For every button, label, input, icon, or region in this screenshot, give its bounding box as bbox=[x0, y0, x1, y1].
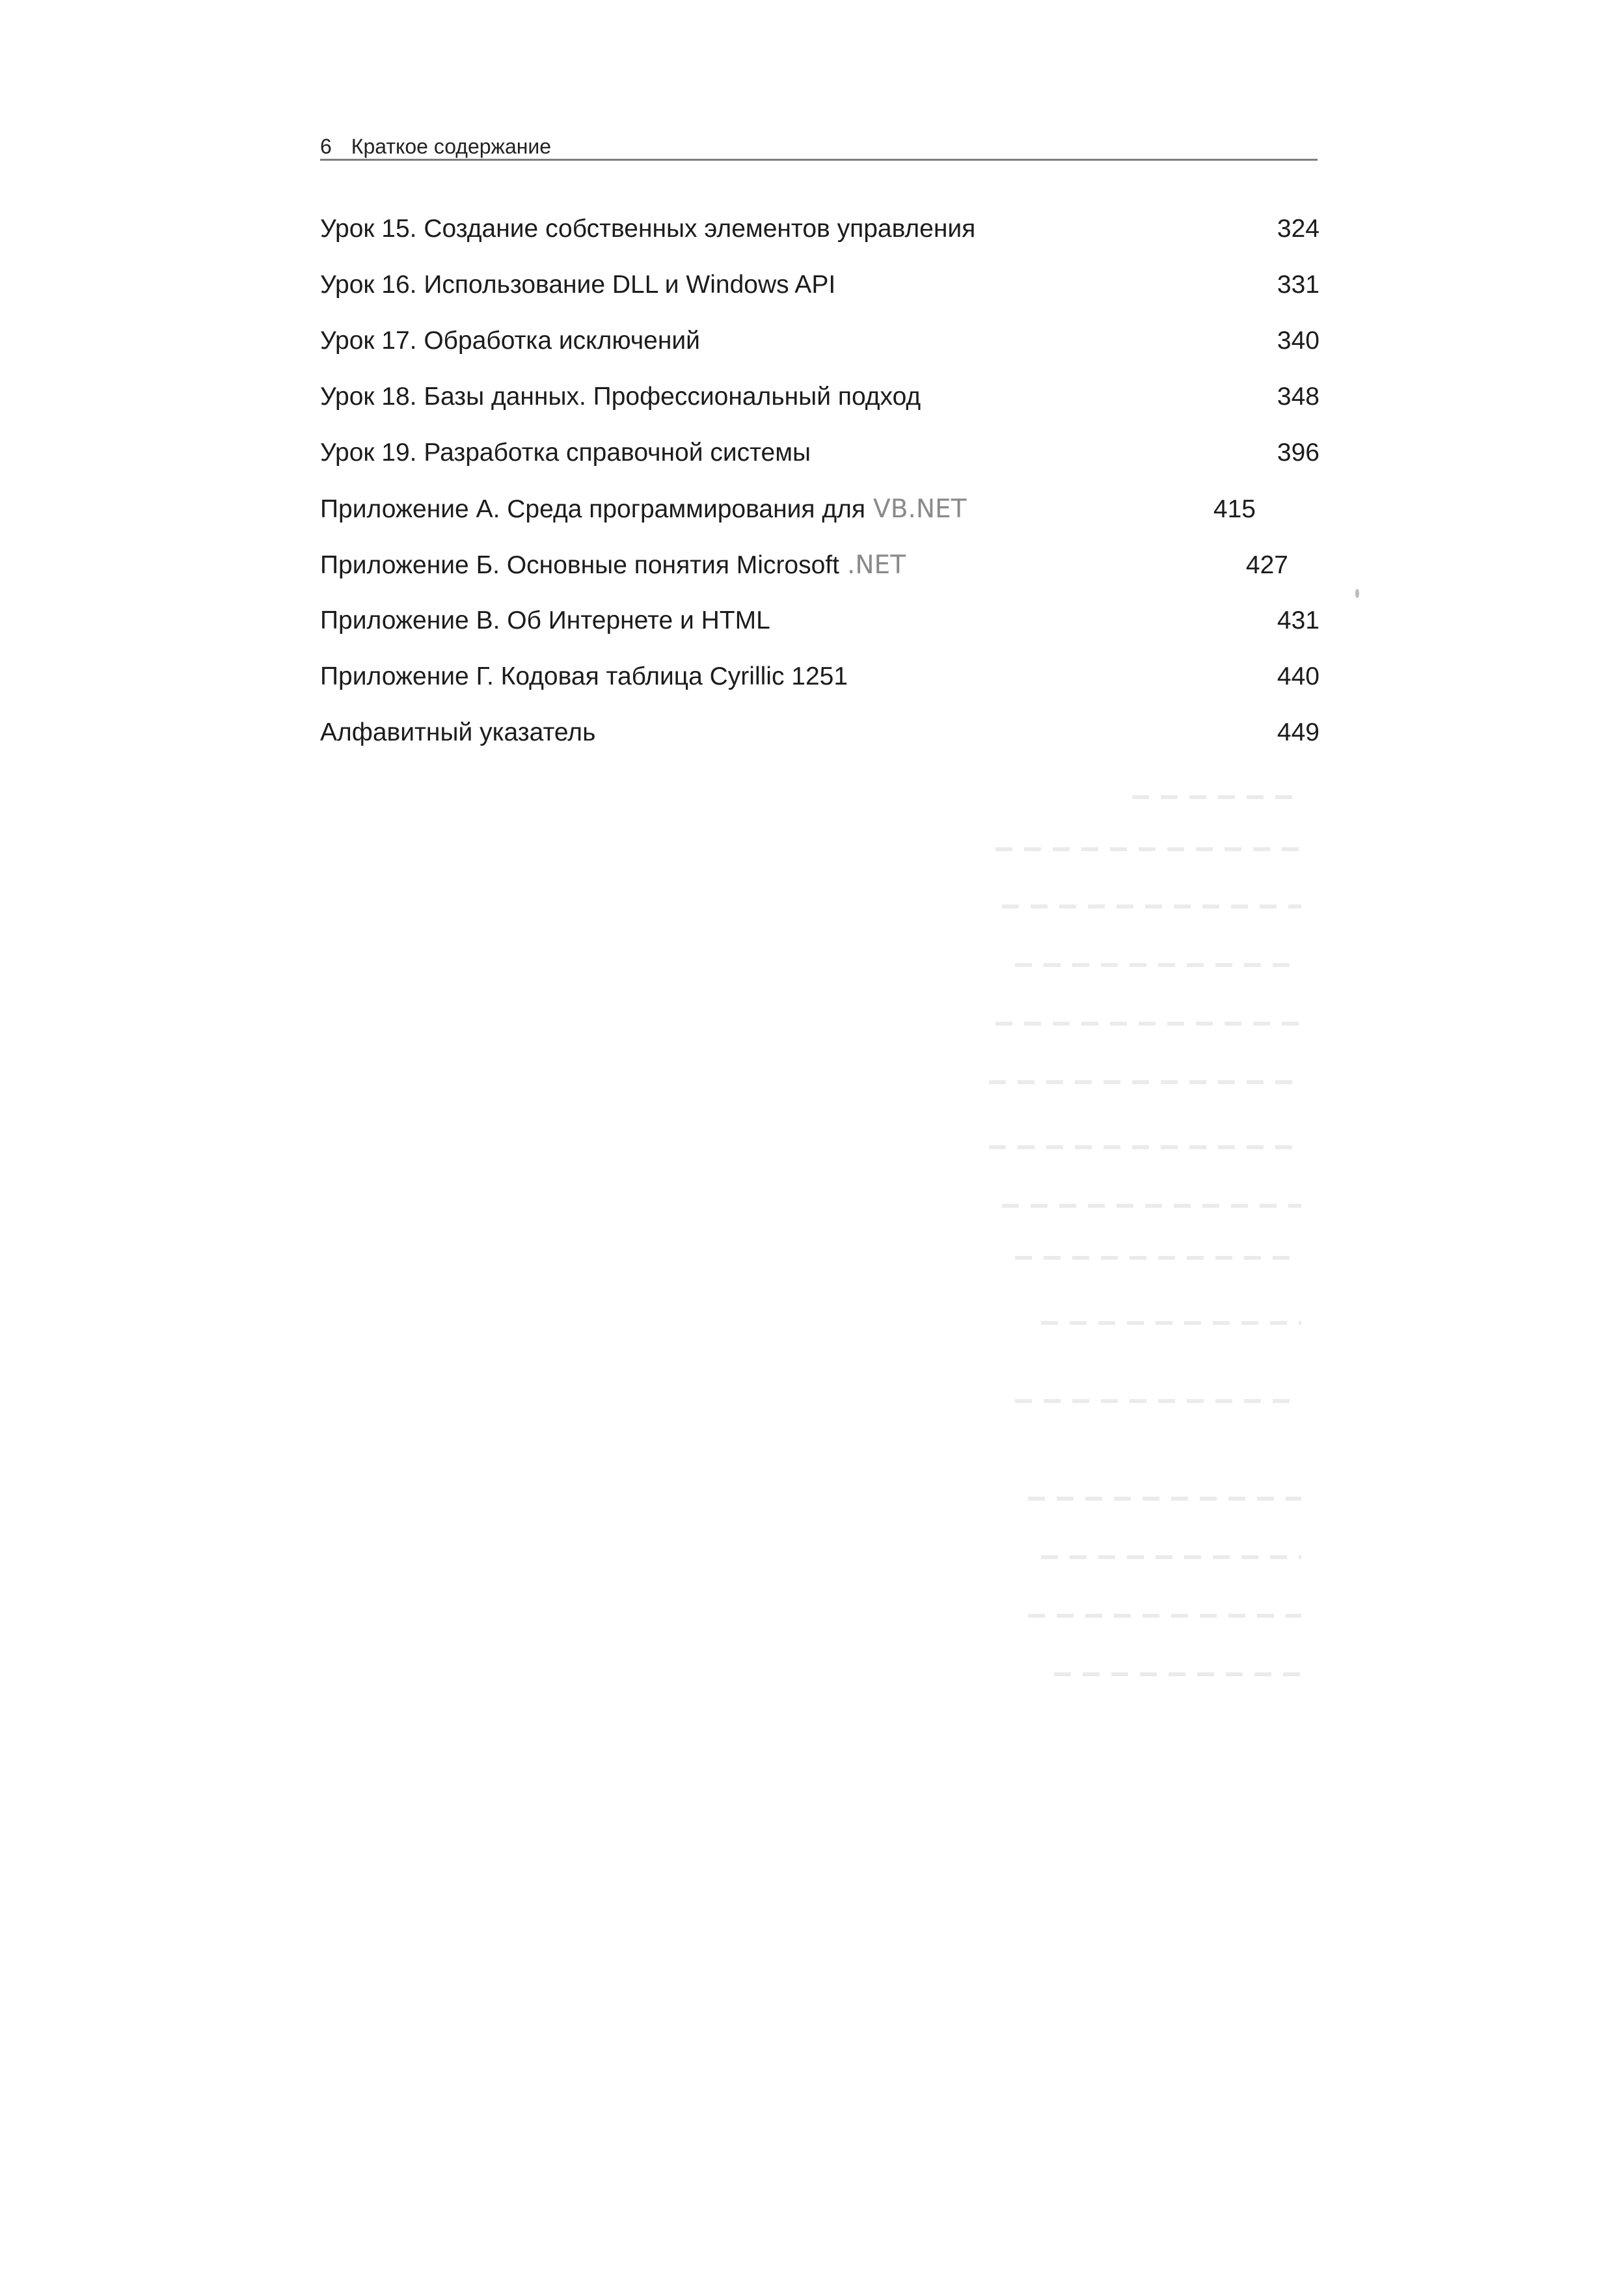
toc-entry-page: 331 bbox=[1277, 271, 1320, 299]
show-through-line bbox=[1028, 1497, 1301, 1501]
toc-entry-label: Приложение А. Среда программирования для bbox=[320, 495, 866, 523]
dot-leader bbox=[912, 570, 1239, 571]
show-through-line bbox=[1015, 1399, 1301, 1403]
paper-speck bbox=[1355, 589, 1359, 598]
toc-entry-page: 340 bbox=[1277, 327, 1320, 355]
show-through-line bbox=[995, 847, 1301, 851]
toc-entry-label: Приложение В. Об Интернете и HTML bbox=[320, 606, 770, 634]
toc-entry-label-tail: VB.NET bbox=[873, 495, 967, 524]
show-through-line bbox=[995, 1022, 1301, 1026]
toc-entry-label-tail: .NET bbox=[846, 551, 906, 580]
toc-entry-page: 415 bbox=[1213, 495, 1256, 523]
toc-entry-page: 396 bbox=[1277, 439, 1320, 467]
toc-entry-label: Приложение Г. Кодовая таблица Cyrillic 1251 bbox=[320, 662, 848, 690]
toc-entry-label: Алфавитный указатель bbox=[320, 718, 596, 746]
header-page-number: 6 bbox=[320, 135, 332, 158]
show-through-line bbox=[1028, 1614, 1301, 1618]
toc-entry-lesson-18[interactable] bbox=[320, 383, 1320, 422]
toc-entry-label: Урок 18. Базы данных. Профессиональный подход bbox=[320, 383, 921, 411]
show-through-line bbox=[1132, 795, 1301, 799]
toc-entry-appendix-b[interactable] bbox=[320, 551, 1320, 590]
toc-entry-lesson-19[interactable] bbox=[320, 439, 1320, 478]
dot-leader bbox=[927, 401, 1271, 402]
dot-leader bbox=[973, 514, 1207, 515]
dot-leader bbox=[777, 625, 1271, 626]
show-through-line bbox=[1015, 963, 1301, 967]
toc-entry-index[interactable] bbox=[320, 718, 1320, 757]
show-through-line bbox=[989, 1080, 1301, 1084]
show-through-line bbox=[1041, 1555, 1301, 1559]
toc-entry-label: Приложение Б. Основные понятия Microsoft bbox=[320, 551, 839, 579]
toc-entry-page: 427 bbox=[1245, 551, 1288, 579]
show-through-line bbox=[1015, 1256, 1301, 1260]
running-header bbox=[320, 125, 1343, 159]
toc-entry-page: 431 bbox=[1277, 606, 1320, 634]
dot-leader-trailing bbox=[1261, 514, 1320, 515]
toc-entry-label: Урок 15. Создание собственных элементов управления bbox=[320, 215, 976, 243]
toc-entry-lesson-16[interactable] bbox=[320, 271, 1320, 310]
toc-entry-appendix-a[interactable] bbox=[320, 495, 1320, 534]
toc-entry-label: Урок 19. Разработка справочной системы bbox=[320, 439, 811, 467]
toc-entry-page: 440 bbox=[1277, 662, 1320, 690]
header-title: Краткое содержание bbox=[351, 135, 552, 158]
toc-entry-appendix-v[interactable] bbox=[320, 606, 1320, 646]
toc-entry-appendix-g[interactable] bbox=[320, 662, 1320, 701]
toc-entry-page: 449 bbox=[1277, 718, 1320, 746]
show-through-line bbox=[1002, 905, 1301, 908]
show-through-line bbox=[1002, 1204, 1301, 1208]
dot-leader bbox=[854, 681, 1271, 682]
show-through-line bbox=[989, 1145, 1301, 1149]
toc-entry-page: 324 bbox=[1277, 215, 1320, 243]
toc-entry-label: Урок 16. Использование DLL и Windows API bbox=[320, 271, 836, 299]
dot-leader bbox=[602, 737, 1271, 738]
toc-entry-page: 348 bbox=[1277, 383, 1320, 411]
toc-entry-lesson-15[interactable] bbox=[320, 215, 1320, 254]
header-rule bbox=[320, 159, 1318, 161]
dot-leader-trailing bbox=[1293, 570, 1320, 571]
toc-entry-label: Урок 17. Обработка исключений bbox=[320, 327, 700, 355]
dot-leader bbox=[817, 457, 1271, 458]
show-through-line bbox=[1041, 1321, 1301, 1325]
toc-entry-lesson-17[interactable] bbox=[320, 327, 1320, 366]
show-through-line bbox=[1054, 1672, 1301, 1676]
